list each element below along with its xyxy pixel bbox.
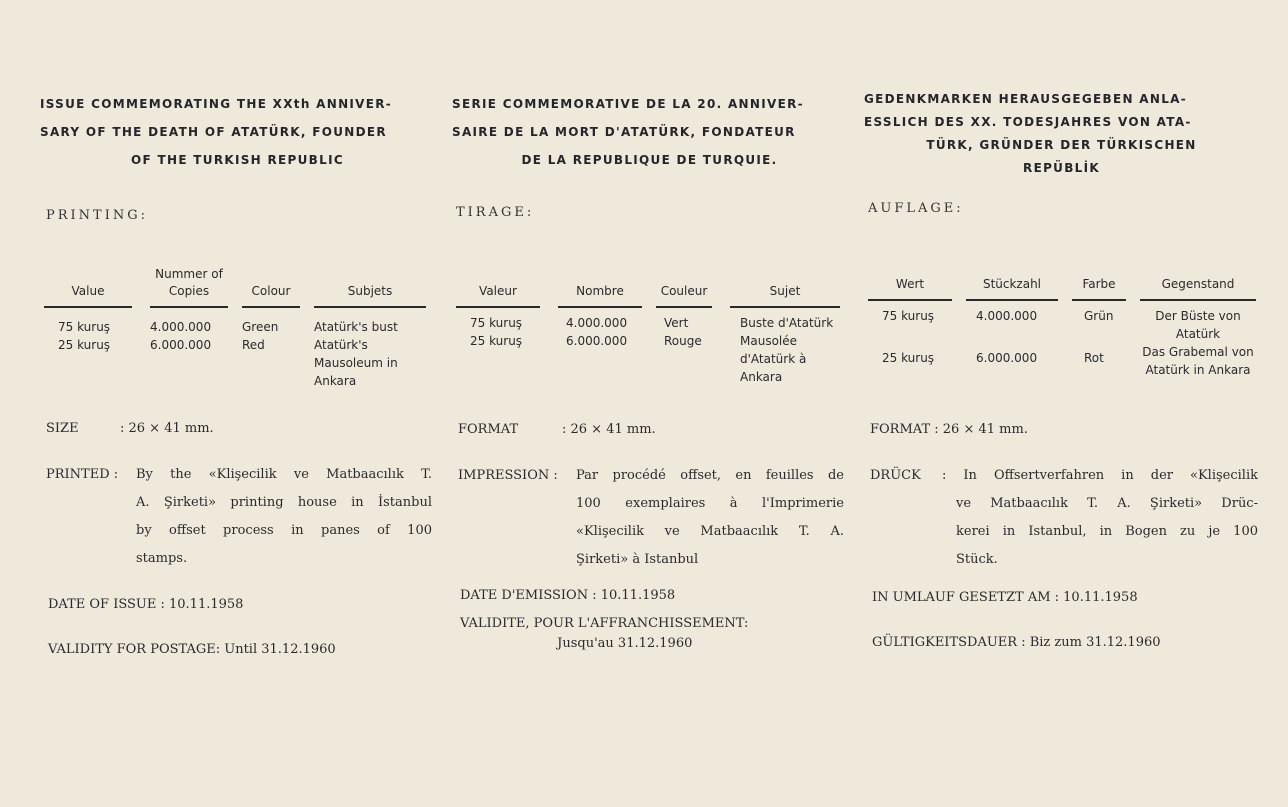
cell-copies: 6.000.000 xyxy=(566,334,628,348)
impression-line: Par procédé offset, en feuilles de xyxy=(576,468,844,483)
druck-field xyxy=(870,462,1258,574)
table-header: Valeur xyxy=(456,283,540,308)
english-print-table xyxy=(44,266,426,390)
cell-value: 25 kuruş xyxy=(882,351,935,365)
printed-field xyxy=(46,461,432,573)
table-header: Gegenstand xyxy=(1140,276,1256,301)
table-header: Couleur xyxy=(656,283,712,308)
cell-copies: 4.000.000 xyxy=(976,309,1038,323)
format-label: FORMAT xyxy=(458,422,519,437)
druck-line: kerei in Istanbul, in Bogen zu je 100 xyxy=(956,524,1258,539)
cell-copies: 4.000.000 xyxy=(150,320,212,334)
cell-colour: Vert xyxy=(664,316,689,330)
validite-line: VALIDITE, POUR L'AFFRANCHISSEMENT: xyxy=(460,616,749,631)
french-title xyxy=(452,90,847,174)
table-header: Farbe xyxy=(1072,276,1126,301)
table-header: Wert xyxy=(868,276,952,301)
impression-label: IMPRESSION : xyxy=(458,468,558,483)
german-print-table xyxy=(868,276,1256,379)
title-line-text: ISSUE COMMEMORATING THE XXth ANNIVER- xyxy=(40,97,393,111)
auflage-label: AUFLAGE: xyxy=(868,201,964,216)
printed-line: stamps. xyxy=(136,551,188,566)
tirage-label: TIRAGE: xyxy=(456,205,535,220)
table-row xyxy=(456,314,840,332)
date-of-issue: DATE OF ISSUE : 10.11.1958 xyxy=(48,597,244,612)
title-line xyxy=(452,90,847,118)
title-line xyxy=(452,146,847,174)
cell-subject: Atatürk's Mausoleum in Ankara xyxy=(314,338,398,388)
title-line xyxy=(40,118,435,146)
title-line-text: SAIRE DE LA MORT D'ATATÜRK, FONDATEUR xyxy=(452,125,796,139)
cell-colour: Grün xyxy=(1084,309,1114,323)
title-line-text: REPÜBLİK xyxy=(1023,161,1100,175)
size-label: SIZE xyxy=(46,421,79,436)
french-print-table xyxy=(456,283,840,386)
date-emission: DATE D'EMISSION : 10.11.1958 xyxy=(460,588,676,603)
druck-line: ve Matbaacılık T. A. Şirketi» Drüc- xyxy=(956,496,1258,511)
cell-subject: Das Grabemal von Atatürk in Ankara xyxy=(1142,345,1254,377)
impression-text xyxy=(576,462,844,574)
printed-line: By the «Klişecilik ve Matbaacılık T. xyxy=(136,467,432,482)
title-line-text: OF THE TURKISH REPUBLIC xyxy=(131,153,344,167)
cell-copies: 6.000.000 xyxy=(976,351,1038,365)
cell-value: 75 kuruş xyxy=(470,316,523,330)
title-line xyxy=(864,157,1259,180)
english-title xyxy=(40,90,435,174)
table-header: Nombre xyxy=(558,283,642,308)
german-column xyxy=(864,0,1259,807)
impression-field xyxy=(458,462,844,574)
printing-label: PRINTING: xyxy=(46,208,148,223)
title-line-text: SARY OF THE DEATH OF ATATÜRK, FOUNDER xyxy=(40,125,387,139)
table-header: Value xyxy=(44,283,132,308)
cell-value: 25 kuruş xyxy=(470,334,523,348)
size-field xyxy=(46,415,214,443)
title-line-text: ESSLICH DES XX. TODESJAHRES VON ATA- xyxy=(864,115,1192,129)
cell-colour: Red xyxy=(242,338,265,352)
title-line xyxy=(40,90,435,118)
impression-line: Şirketi» à Istanbul xyxy=(576,552,699,567)
cell-subject: Mausolée d'Atatürk à Ankara xyxy=(740,334,807,384)
table-header: Colour xyxy=(242,283,300,308)
table-row xyxy=(44,318,426,336)
impression-line: 100 exemplaires à l'Imprimerie xyxy=(576,496,844,511)
cell-copies: 4.000.000 xyxy=(566,316,628,330)
title-line xyxy=(40,146,435,174)
title-line-text: DE LA REPUBLIQUE DE TURQUIE. xyxy=(521,153,778,167)
table-header: Nummer of Copies xyxy=(150,266,228,308)
cell-value: 25 kuruş xyxy=(58,338,111,352)
umlauf-field: IN UMLAUF GESETZT AM : 10.11.1958 xyxy=(872,590,1138,605)
title-line xyxy=(452,118,847,146)
impression-line: «Klişecilik ve Matbaacılık T. A. xyxy=(576,524,844,539)
cell-copies: 6.000.000 xyxy=(150,338,212,352)
validite-date: Jusqu'au 31.12.1960 xyxy=(557,636,693,651)
table-row xyxy=(868,343,1256,379)
format-field xyxy=(458,416,656,444)
german-title xyxy=(864,88,1259,180)
table-header: Stückzahl xyxy=(966,276,1058,301)
cell-subject: Atatürk's bust xyxy=(314,320,398,334)
title-line xyxy=(864,134,1259,157)
size-value: : 26 × 41 mm. xyxy=(120,421,214,436)
table-row xyxy=(868,307,1256,343)
french-column xyxy=(452,0,847,807)
validity-for-postage: VALIDITY FOR POSTAGE: Until 31.12.1960 xyxy=(48,642,336,657)
table-row xyxy=(44,336,426,390)
cell-value: 75 kuruş xyxy=(882,309,935,323)
druck-text xyxy=(942,462,1258,574)
title-line-text: GEDENKMARKEN HERAUSGEGEBEN ANLA- xyxy=(864,92,1188,106)
cell-subject: Buste d'Atatürk xyxy=(740,316,834,330)
validite-field xyxy=(460,614,748,654)
printed-line: by offset process in panes of 100 xyxy=(136,523,432,538)
format-field: FORMAT : 26 × 41 mm. xyxy=(870,422,1028,437)
cell-subject: Der Büste von Atatürk xyxy=(1155,309,1241,341)
printed-line: A. Şirketi» printing house in İstanbul xyxy=(136,495,432,510)
cell-colour: Rouge xyxy=(664,334,702,348)
cell-colour: Rot xyxy=(1084,351,1104,365)
druck-label: DRÜCK xyxy=(870,468,921,483)
title-line-text: TÜRK, GRÜNDER DER TÜRKISCHEN xyxy=(926,138,1197,152)
printed-label: PRINTED : xyxy=(46,467,119,482)
title-line xyxy=(864,111,1259,134)
druck-line: Stück. xyxy=(956,552,998,567)
table-header: Subjets xyxy=(314,283,426,308)
gultigkeit-field: GÜLTIGKEITSDAUER : Biz zum 31.12.1960 xyxy=(872,635,1161,650)
druck-line: : In Offsertverfahren in der «Klişecilik xyxy=(942,468,1258,483)
table-row xyxy=(456,332,840,386)
table-header: Sujet xyxy=(730,283,840,308)
title-line xyxy=(864,88,1259,111)
english-column xyxy=(40,0,435,807)
cell-colour: Green xyxy=(242,320,279,334)
title-line-text: SERIE COMMEMORATIVE DE LA 20. ANNIVER- xyxy=(452,97,804,111)
format-value: : 26 × 41 mm. xyxy=(562,422,656,437)
cell-value: 75 kuruş xyxy=(58,320,111,334)
printed-text xyxy=(136,461,432,573)
